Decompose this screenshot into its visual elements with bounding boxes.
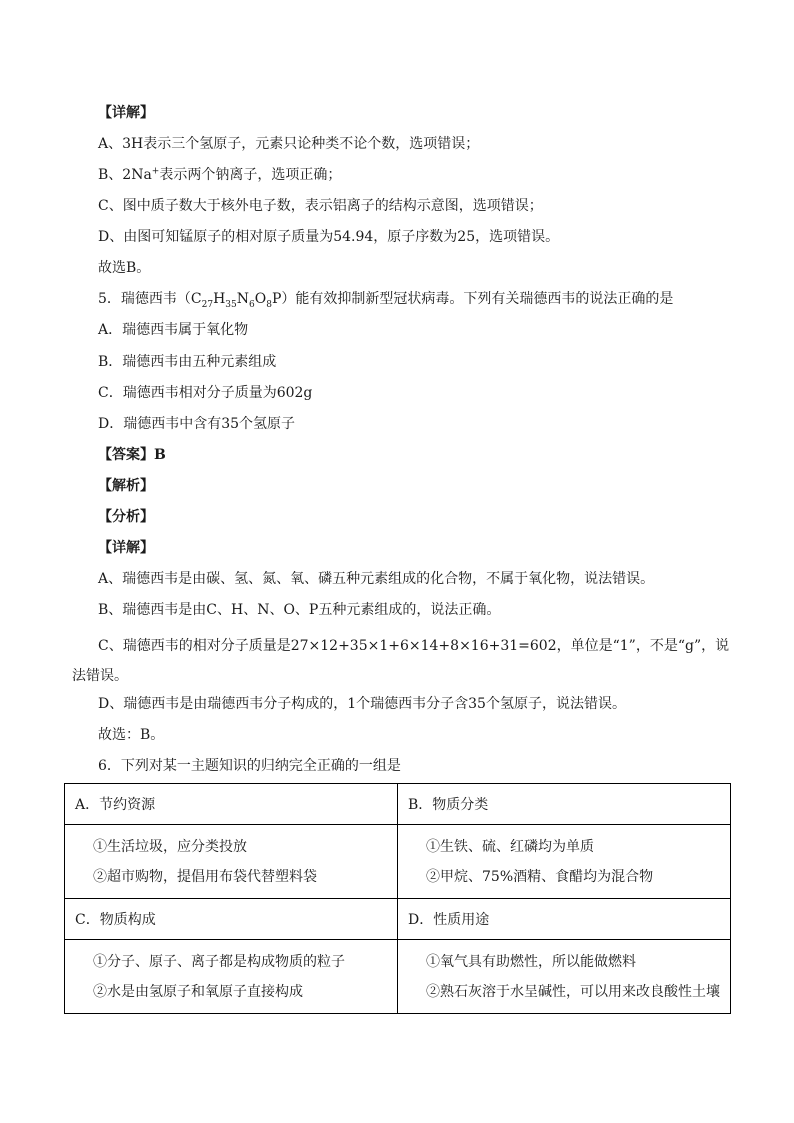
detail-heading-1: 【详解】 — [98, 105, 154, 121]
detail1-d: D、由图可知锰原子的相对原子质量为54.94，原子序数为25，选项错误。 — [98, 229, 560, 245]
q6-options-table — [64, 783, 731, 1014]
q6-b-item-1: ①生铁、硫、红磷均为单质 — [426, 839, 594, 855]
detail1-c: C、图中质子数大于核外电子数，表示铝离子的结构示意图，选项错误； — [98, 198, 543, 214]
question-5-stem: 5．瑞德西韦$(C_{27}H_{35}N_6O_8P)$能有效抑制新型冠状病毒。下列有关瑞德西韦的说法正确的是 — [98, 291, 674, 310]
q5-conclusion: 故选：B。 — [98, 727, 165, 743]
q6-cell-c-title: C．物质构成 — [65, 899, 398, 940]
q6-d-item-2: ②熟石灰溶于水呈碱性，可以用来改良酸性土壤 — [426, 984, 720, 1000]
q6-d-item-1: ①氧气具有助燃性，所以能做燃料 — [426, 954, 636, 970]
q5-detail-d: D、瑞德西韦是由瑞德西韦分子构成的，1个瑞德西韦分子含35个氢原子，说法错误。 — [98, 696, 626, 712]
q5-fenxi-heading: 【分析】 — [98, 509, 154, 525]
question-6-stem: 6．下列对某一主题知识的归纳完全正确的一组是 — [98, 758, 401, 774]
q5-detail-c: C、瑞德西韦的相对分子质量是27×12+35×1+6×14+8×16+31=602，单位是“1”，不是“g”，说法错误。 — [72, 638, 730, 684]
detail1-b: B、2Na+表示两个钠离子，选项正确； — [98, 166, 342, 183]
detail1-a: A、3H表示三个氢原子，元素只论种类不论个数，选项错误； — [98, 136, 480, 152]
q6-cell-a-body — [65, 825, 398, 899]
q5-option-c: C．瑞德西韦相对分子质量为602g — [98, 385, 313, 401]
q6-cell-b-title: B．物质分类 — [398, 784, 731, 825]
q6-cell-d-body — [398, 940, 731, 1014]
q6-c-item-1: ①分子、原子、离子都是构成物质的粒子 — [93, 954, 345, 970]
q6-a-item-2: ②超市购物，提倡用布袋代替塑料袋 — [93, 869, 317, 885]
q6-b-item-2: ②甲烷、75%酒精、食醋均为混合物 — [426, 869, 654, 885]
q5-answer: 【答案】B — [98, 447, 166, 463]
q5-option-b: B．瑞德西韦由五种元素组成 — [98, 354, 277, 370]
q6-c-item-2: ②水是由氢原子和氧原子直接构成 — [93, 984, 303, 1000]
q6-cell-c-body — [65, 940, 398, 1014]
q6-a-item-1: ①生活垃圾，应分类投放 — [93, 839, 247, 855]
q6-cell-b-body — [398, 825, 731, 899]
q6-cell-d-title: D．性质用途 — [398, 899, 731, 940]
q5-detail-heading: 【详解】 — [98, 540, 154, 556]
detail1-conclusion: 故选B。 — [98, 260, 151, 276]
q5-detail-b: B、瑞德西韦是由C、H、N、O、P五种元素组成的，说法正确。 — [98, 602, 501, 618]
q5-option-a: A．瑞德西韦属于氧化物 — [98, 322, 249, 338]
q5-detail-a: A、瑞德西韦是由碳、氢、氮、氧、磷五种元素组成的化合物，不属于氧化物，说法错误。 — [98, 571, 655, 587]
q5-analysis-heading: 【解析】 — [98, 478, 154, 494]
q5-option-d: D．瑞德西韦中含有35个氢原子 — [98, 416, 296, 432]
q6-cell-a-title: A．节约资源 — [65, 784, 398, 825]
